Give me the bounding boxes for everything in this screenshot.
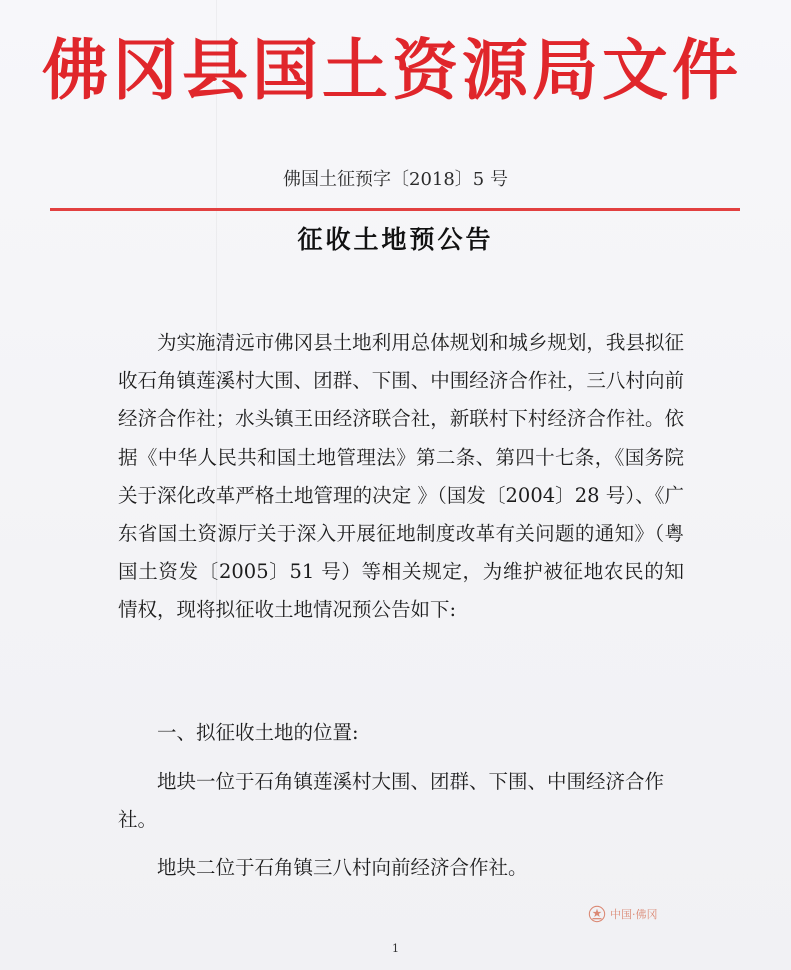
intro-paragraph: 为实施清远市佛冈县土地利用总体规划和城乡规划，我县拟征收石角镇莲溪村大围、团群、下围、中围经济合作社，三八村向前经济合作社；水头镇王田经济联合社，新联村下村经济合作社。依据《中华人民共和国土地管理法》第二条、第四十七条，《国务院关于深化改革严格土地管理的决定 》（国发〔2004〕28 号）、《广东省国土资源厅关于深入开展征地制度改革有关问题的通知》（粤国土资发〔2005〕51 号）等相关规定，为维护被征地农民的知情权，现将拟征收土地情况预公告如下: — [118, 331, 684, 622]
notice-title: 征收土地预公告 — [297, 225, 494, 254]
document-number: 佛国土征预字〔2018〕5 号 — [283, 169, 508, 190]
section-heading-location: 一、拟征收土地的位置: — [157, 721, 359, 744]
plot-one-paragraph: 地块一位于石角镇莲溪村大围、团群、下围、中围经济合作社。 — [118, 770, 665, 832]
plot-two-paragraph: 地块二位于石角镇三八村向前经济合作社。 — [157, 856, 528, 879]
site-watermark — [588, 904, 658, 924]
header-divider — [50, 208, 740, 211]
page-number: 1 — [392, 942, 399, 955]
document-header-title: 佛冈县国土资源局文件 — [42, 31, 742, 109]
national-emblem-icon — [588, 905, 606, 923]
watermark-text: 中国·佛冈 — [610, 908, 658, 921]
